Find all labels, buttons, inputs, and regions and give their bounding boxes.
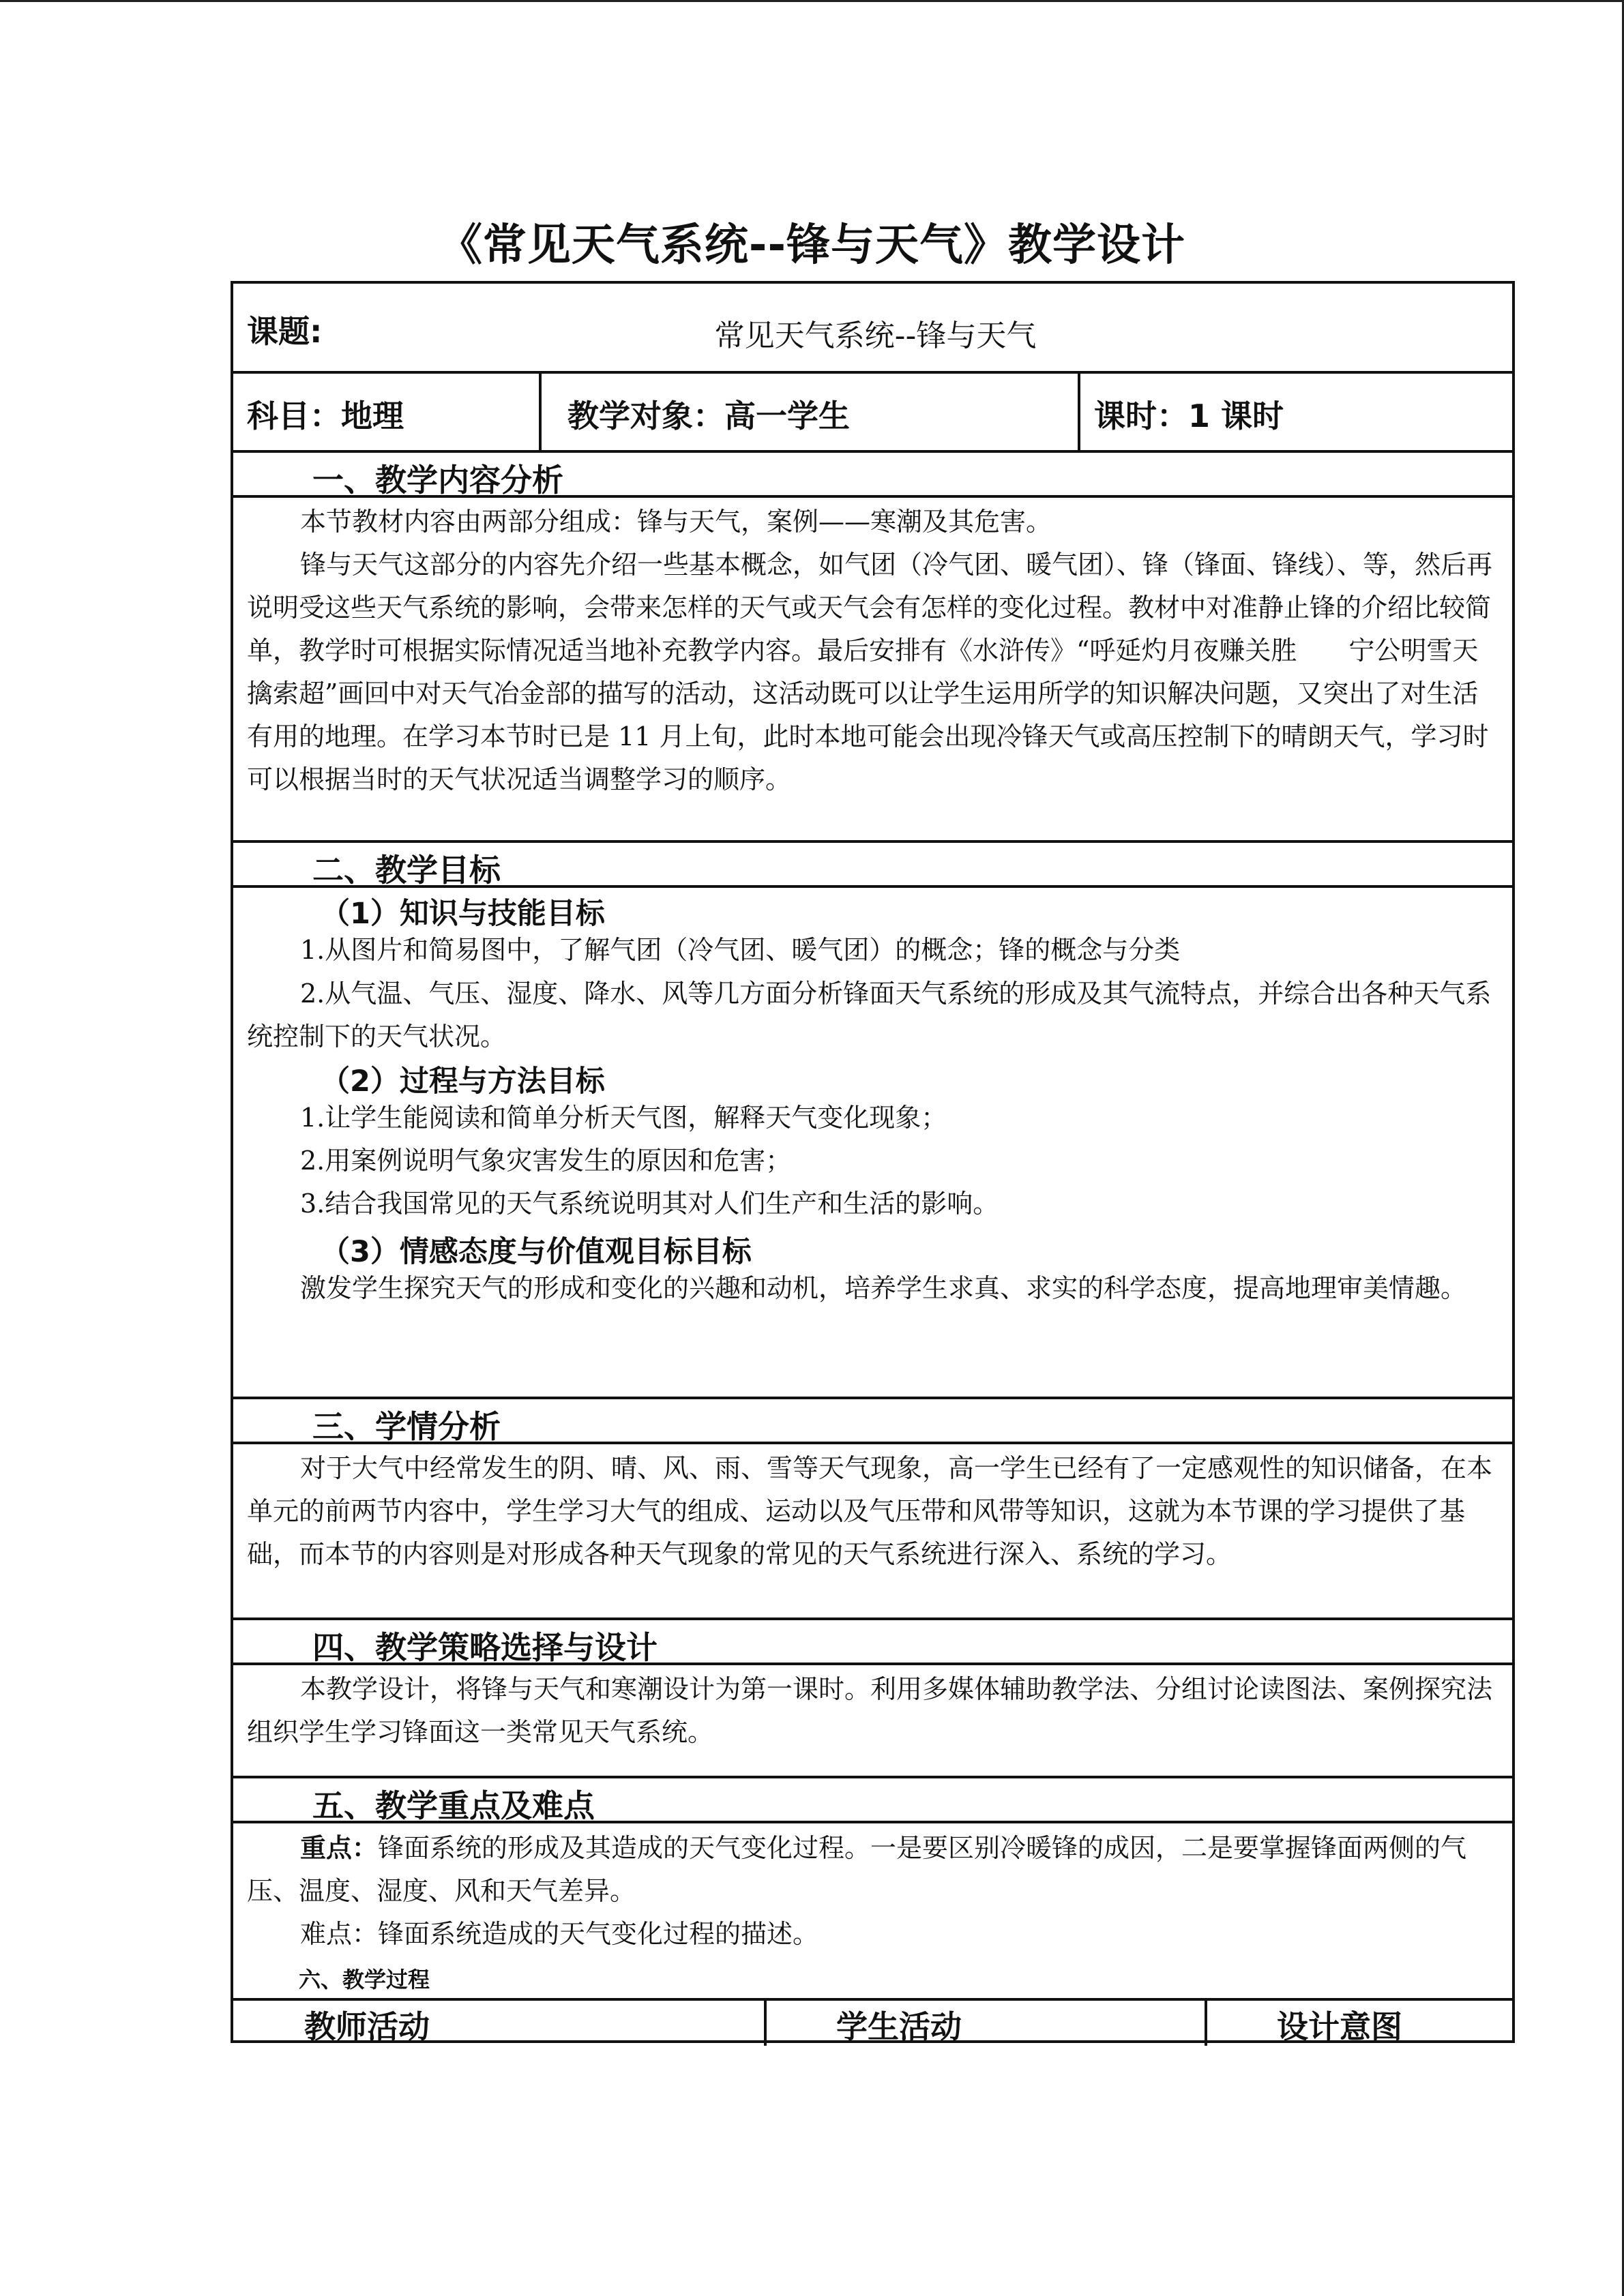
objective-item: 1.从图片和简易图中，了解气团（冷气团、暖气团）的概念；锋的概念与分类	[300, 935, 1181, 965]
paragraph: 激发学生探究天气的形成和变化的兴趣和动机，培养学生求真、求实的科学态度，提高地理审美情趣。	[300, 1273, 1467, 1303]
column-design-intent: 设计意图	[1277, 2008, 1402, 2045]
paragraph: 难点：锋面系统造成的天气变化过程的描述。	[300, 1919, 819, 1949]
learner-analysis-text	[247, 1447, 1495, 1576]
row-divider	[233, 371, 1512, 374]
paragraph: 本节教材内容由两部分组成：锋与天气，案例——寒潮及其危害。	[300, 507, 1052, 537]
row-divider	[233, 1998, 1512, 2001]
paragraph: 本教学设计，将锋与天气和寒潮设计为第一课时。利用多媒体辅助教学法、分组讨论读图法、案例探究法组织学生学习锋面这一类常见天气系统。	[247, 1674, 1493, 1747]
topic-value: 常见天气系统--锋与天气	[714, 318, 1037, 353]
objective-process-heading: （2）过程与方法目标	[321, 1064, 605, 1099]
objective-attitude-heading: （3）情感态度与价值观目标目标	[321, 1235, 752, 1269]
objective-item: 3.结合我国常见的天气系统说明其对人们生产和生活的影响。	[300, 1189, 999, 1219]
objective-attitude-text	[247, 1267, 1495, 1310]
paragraph	[247, 1826, 1495, 1913]
paragraph: 2.从气温、气压、湿度、降水、风等几方面分析锋面天气系统的形成及其气流特点，并综合出各种天气系统控制下的天气状况。	[247, 979, 1492, 1052]
page-title: 《常见天气系统--锋与天气》教学设计	[438, 220, 1186, 271]
row-divider	[233, 840, 1512, 843]
section-heading-content-analysis: 一、教学内容分析	[312, 462, 563, 498]
section-heading-strategy: 四、教学策略选择与设计	[312, 1629, 658, 1666]
section-heading-process: 六、教学过程	[299, 1967, 430, 1993]
row-divider	[233, 1776, 1512, 1778]
subject-cell: 科目：地理	[247, 398, 404, 434]
lesson-plan-table	[231, 281, 1515, 2043]
paragraph: 锋与天气这部分的内容先介绍一些基本概念，如气团（冷气团、暖气团）、锋（锋面、锋线）、等，然后再说明受这些天气系统的影响，会带来怎样的天气或天气会有怎样的变化过程。教材中对准静止锋的介绍比较简单，教学时可根据实际情况适当地补充教学内容。最后安排有《水浒传》“呼延灼月夜赚关胜 宁公明雪天擒索超”画回中对天气冶金部的描写的活动，这活动既可以让学生运用所学的知识解决问题，又突出了对生活有用的地理。在学习本节时已是 11 月上旬，此时本地可能会出现冷锋天气或高压控制下的晴朗天气，学习时可以根据当时的天气状况适当调整学习的顺序。	[247, 550, 1493, 794]
section-heading-learner-analysis: 三、学情分析	[312, 1408, 501, 1445]
col-divider	[764, 1998, 767, 2046]
key-label: 重点：	[300, 1832, 379, 1863]
objective-item: 2.用案例说明气象灾害发生的原因和危害；	[300, 1146, 792, 1176]
column-teacher-activity: 教师活动	[304, 2008, 430, 2045]
col-divider	[1205, 1998, 1207, 2046]
objective-item	[247, 972, 1495, 1058]
column-student-activity: 学生活动	[836, 2008, 962, 2045]
col-divider	[1078, 371, 1080, 450]
strategy-text	[247, 1668, 1495, 1754]
key-points-text	[247, 1826, 1495, 1956]
topic-label: 课题:	[247, 313, 323, 350]
row-divider	[233, 1617, 1512, 1620]
paragraph: 对于大气中经常发生的阴、晴、风、雨、雪等天气现象，高一学生已经有了一定感观性的知识储备，在本单元的前两节内容中，学生学习大气的组成、运动以及气压带和风带等知识，这就为本节课的学习提供了基础，而本节的内容则是对形成各种天气现象的常见的天气系统进行深入、系统的学习。	[247, 1453, 1493, 1569]
col-divider	[539, 371, 542, 450]
section-heading-objectives: 二、教学目标	[312, 852, 501, 889]
row-divider	[233, 1397, 1512, 1399]
objective-item: 1.让学生能阅读和简单分析天气图，解释天气变化现象；	[300, 1103, 947, 1133]
row-divider	[233, 450, 1512, 453]
content-analysis-text	[247, 501, 1502, 801]
section-heading-key-points: 五、教学重点及难点	[312, 1787, 595, 1824]
hours-cell: 课时：1 课时	[1094, 398, 1284, 434]
audience-cell: 教学对象：高一学生	[567, 398, 850, 434]
key-text: 锋面系统的形成及其造成的天气变化过程。一是要区别冷暖锋的成因，二是要掌握锋面两侧的气压、温度、湿度、风和天气差异。	[247, 1833, 1467, 1906]
page-top-border	[0, 0, 1624, 2]
objective-knowledge-heading: （1）知识与技能目标	[321, 897, 605, 931]
